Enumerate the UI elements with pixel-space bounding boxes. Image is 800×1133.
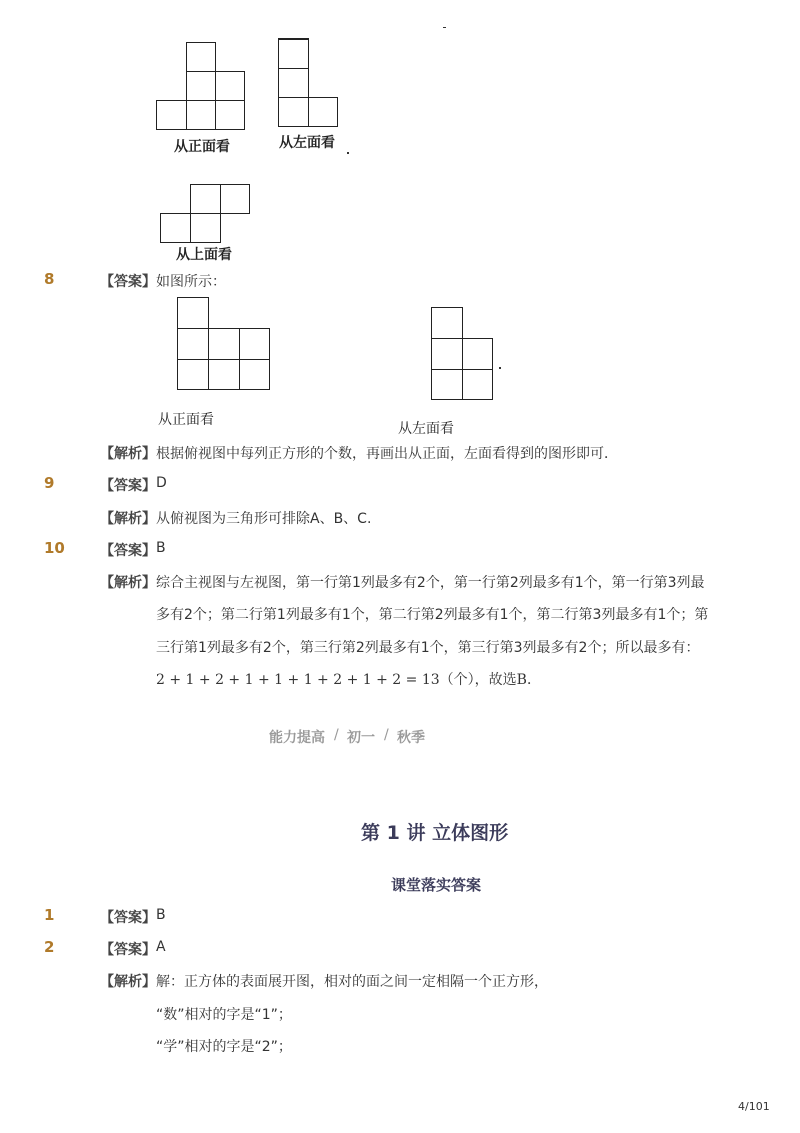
section-analysis-line-2-2: “数”相对的字是“1”； bbox=[156, 1007, 292, 1023]
footer-separator: / bbox=[384, 727, 389, 743]
section-question-number-1: 1 bbox=[44, 906, 55, 924]
left-view-figure-1 bbox=[278, 38, 340, 130]
analysis-line-10-3: 三行第1列最多有2个，第三行第2列最多有1个，第三行第3列最多有2个；所以最多有： bbox=[156, 640, 700, 656]
left-view-caption-1: 从左面看 bbox=[279, 135, 335, 151]
period-mark bbox=[347, 152, 349, 154]
analysis-line-10-2: 多有2个；第二行第1列最多有1个，第二行第2列最多有1个，第二行第3列最多有1个；第 bbox=[156, 607, 709, 623]
answer-text-9: D bbox=[156, 475, 167, 491]
left-view-caption-2: 从左面看 bbox=[398, 421, 454, 437]
front-view-figure-1 bbox=[156, 42, 248, 132]
analysis-tag-10: 【解析】 bbox=[100, 575, 156, 591]
question-number-9: 9 bbox=[44, 474, 55, 492]
page-mark bbox=[443, 27, 446, 28]
question-number-8: 8 bbox=[44, 270, 55, 288]
front-view-caption-1: 从正面看 bbox=[174, 139, 230, 155]
period-mark bbox=[499, 367, 501, 369]
left-view-figure-2 bbox=[431, 307, 495, 402]
footer-season: 秋季 bbox=[397, 730, 425, 746]
answer-tag-10: 【答案】 bbox=[100, 543, 156, 559]
answer-tag-9: 【答案】 bbox=[100, 478, 156, 494]
page-number: 4/101 bbox=[738, 1100, 770, 1113]
answer-text-8: 如图所示： bbox=[156, 274, 226, 290]
analysis-line-10-4: 2 + 1 + 2 + 1 + 1 + 1 + 2 + 1 + 2 = 13（个），故选B． bbox=[156, 672, 541, 688]
top-view-figure-1 bbox=[160, 184, 252, 244]
section-analysis-line-2-1: 解：正方体的表面展开图，相对的面之间一定相隔一个正方形， bbox=[156, 974, 548, 990]
section-answer-text-2: A bbox=[156, 939, 166, 955]
analysis-tag-8: 【解析】 bbox=[100, 446, 156, 462]
section-analysis-line-2-3: “学”相对的字是“2”； bbox=[156, 1039, 292, 1055]
question-number-10: 10 bbox=[44, 539, 65, 557]
answer-tag-8: 【答案】 bbox=[100, 274, 156, 290]
section-title: 第 1 讲 立体图形 bbox=[361, 822, 509, 844]
footer-separator: / bbox=[334, 727, 339, 743]
analysis-tag-9: 【解析】 bbox=[100, 511, 156, 527]
section-question-number-2: 2 bbox=[44, 938, 55, 956]
section-answer-text-1: B bbox=[156, 907, 166, 923]
footer-course: 能力提高 bbox=[269, 730, 325, 746]
front-view-caption-2: 从正面看 bbox=[158, 412, 214, 428]
section-analysis-tag-2: 【解析】 bbox=[100, 974, 156, 990]
section-answer-tag-2: 【答案】 bbox=[100, 942, 156, 958]
section-subtitle: 课堂落实答案 bbox=[391, 876, 482, 894]
top-view-caption-1: 从上面看 bbox=[176, 247, 232, 263]
answer-text-10: B bbox=[156, 540, 166, 556]
analysis-line-10-1: 综合主视图与左视图，第一行第1列最多有2个，第一行第2列最多有1个，第一行第3列最 bbox=[156, 575, 705, 591]
section-answer-tag-1: 【答案】 bbox=[100, 910, 156, 926]
front-view-figure-2 bbox=[177, 297, 272, 392]
analysis-text-9: 从俯视图为三角形可排除A、B、C. bbox=[156, 511, 372, 527]
footer-grade: 初一 bbox=[347, 730, 375, 746]
analysis-text-8: 根据俯视图中每列正方形的个数，再画出从正面，左面看得到的图形即可． bbox=[156, 446, 618, 462]
